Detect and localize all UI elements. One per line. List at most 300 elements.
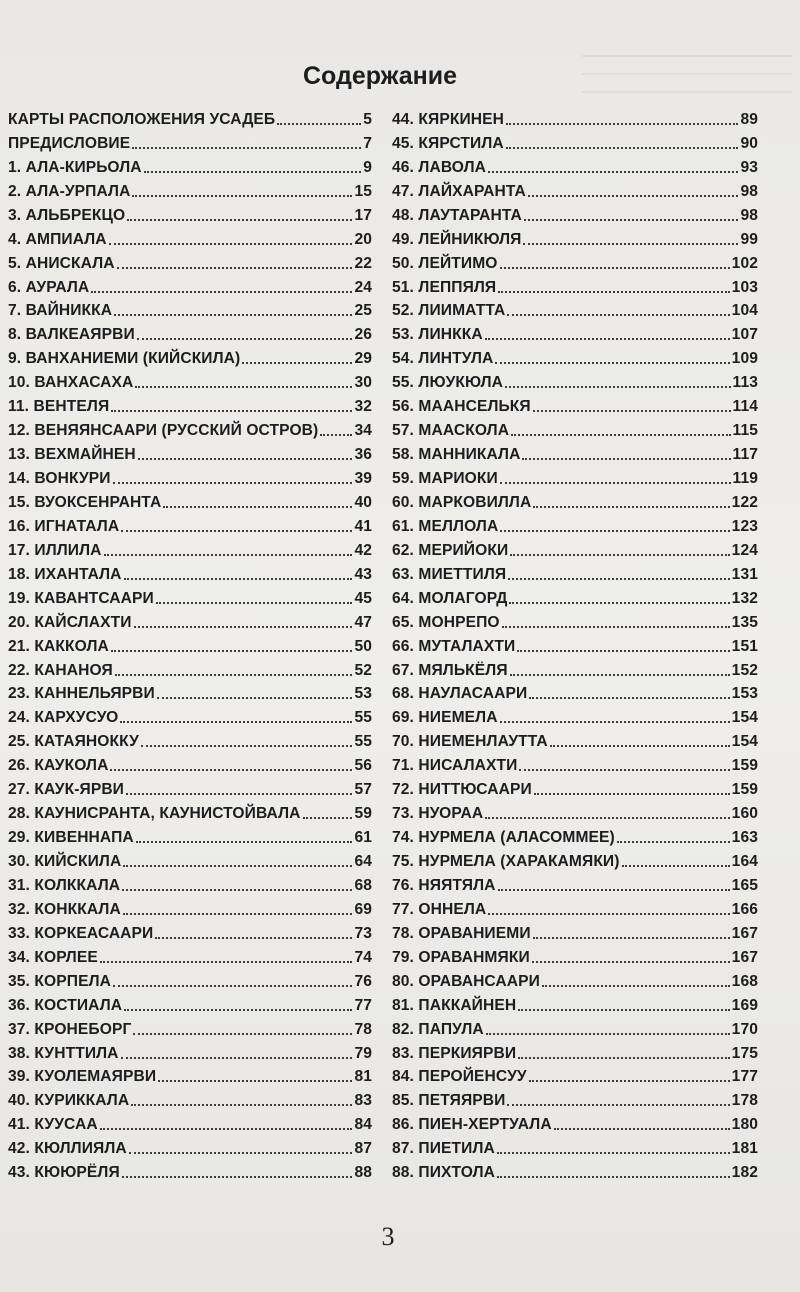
toc-entry-page: 59 bbox=[354, 805, 372, 823]
toc-entry bbox=[8, 273, 372, 297]
dot-leader bbox=[122, 1176, 353, 1178]
toc-entry-title: 1. АЛА-КИРЬОЛА bbox=[8, 158, 142, 176]
toc-entry-page: 102 bbox=[731, 254, 758, 272]
toc-entry-page: 166 bbox=[731, 900, 758, 918]
toc-entry-title: 43. КЮЮРЁЛЯ bbox=[8, 1164, 120, 1182]
dot-leader bbox=[554, 1128, 730, 1130]
toc-entry bbox=[392, 225, 758, 249]
toc-entry-page: 64 bbox=[354, 853, 372, 870]
toc-entry-page: 168 bbox=[731, 972, 758, 990]
toc-entry bbox=[392, 823, 758, 847]
toc-entry bbox=[8, 464, 372, 488]
toc-entry-page: 123 bbox=[731, 517, 758, 535]
dot-leader bbox=[91, 291, 352, 293]
toc-entry bbox=[392, 488, 758, 512]
toc-entry-title: 20. КАЙСЛАХТИ bbox=[8, 613, 132, 631]
toc-entry-title: 13. ВЕХМАЙНЕН bbox=[8, 446, 136, 464]
toc-entry-title: 79. ОРАВАНМЯКИ bbox=[392, 948, 530, 966]
toc-entry-title: 36. КОСТИАЛА bbox=[8, 996, 123, 1014]
toc-entry-title: 72. НИТТЮСААРИ bbox=[392, 781, 532, 799]
dot-leader bbox=[144, 171, 362, 173]
toc-entry bbox=[392, 775, 758, 799]
toc-entry-page: 163 bbox=[731, 829, 758, 847]
toc-entry bbox=[392, 560, 758, 584]
toc-entry bbox=[392, 416, 758, 440]
toc-entry-page: 153 bbox=[731, 685, 758, 703]
dot-leader bbox=[127, 219, 352, 221]
toc-entry-page: 78 bbox=[354, 1020, 372, 1038]
toc-entry bbox=[8, 727, 372, 751]
toc-entry bbox=[8, 249, 372, 273]
toc-entry-title: 29. КИВЕННАПА bbox=[8, 829, 134, 847]
dot-leader bbox=[117, 267, 353, 269]
toc-entry-page: 122 bbox=[731, 493, 758, 511]
toc-entry-title: 40. КУРИККАЛА bbox=[8, 1092, 130, 1110]
toc-entry bbox=[392, 799, 758, 823]
toc-entry bbox=[392, 703, 758, 727]
toc-entry-page: 39 bbox=[354, 470, 372, 487]
dot-leader bbox=[113, 985, 352, 987]
toc-entry-title: 58. МАННИКАЛА bbox=[392, 446, 521, 464]
toc-entry-page: 5 bbox=[363, 110, 372, 128]
toc-entry bbox=[392, 344, 758, 368]
dot-leader bbox=[533, 937, 730, 939]
toc-entry-title: 49. ЛЕЙНИКЮЛЯ bbox=[392, 230, 522, 248]
toc-entry-title: 24. КАРХУСУО bbox=[8, 709, 119, 727]
toc-entry bbox=[392, 368, 758, 392]
toc-entry-title: 16. ИГНАТАЛА bbox=[8, 517, 120, 535]
toc-entry bbox=[392, 895, 758, 919]
toc-entry-title: 11. ВЕНТЕЛЯ bbox=[8, 398, 110, 416]
toc-entry-page: 83 bbox=[354, 1092, 372, 1110]
toc-entry-title: 7. ВАЙНИККА bbox=[8, 302, 113, 320]
toc-entry-page: 98 bbox=[740, 182, 758, 200]
toc-entry-page: 74 bbox=[354, 948, 372, 966]
toc-entry-title: 19. КАВАНТСААРИ bbox=[8, 589, 154, 607]
toc-entry-title: 80. ОРАВАНСААРИ bbox=[392, 972, 540, 990]
toc-entry-page: 57 bbox=[354, 781, 372, 799]
toc-entry bbox=[8, 320, 372, 344]
toc-entry-page: 61 bbox=[354, 829, 372, 847]
toc-entry bbox=[8, 416, 372, 440]
toc-entry-page: 73 bbox=[354, 924, 372, 942]
dot-leader bbox=[138, 458, 353, 460]
toc-entry-page: 79 bbox=[354, 1044, 372, 1062]
toc-entry-page: 114 bbox=[732, 398, 758, 416]
toc-entry-title: 78. ОРАВАНИЕМИ bbox=[392, 924, 531, 942]
dot-leader bbox=[157, 697, 353, 699]
dot-leader bbox=[126, 793, 352, 795]
toc-entry-page: 181 bbox=[731, 1140, 758, 1158]
toc-entry bbox=[392, 584, 758, 608]
dot-leader bbox=[141, 745, 353, 747]
toc-entry-title: 14. ВОНКУРИ bbox=[8, 470, 111, 487]
toc-entry bbox=[8, 536, 372, 560]
dot-leader bbox=[123, 865, 352, 867]
dot-leader bbox=[120, 721, 352, 723]
toc-entry-page: 42 bbox=[354, 541, 372, 559]
toc-entry-title: 35. КОРПЕЛА bbox=[8, 972, 111, 990]
toc-entry-title: 9. ВАНХАНИЕМИ (КИЙСКИЛА) bbox=[8, 350, 241, 368]
toc-entry bbox=[392, 273, 758, 297]
toc-entry-title: 70. НИЕМЕНЛАУТТА bbox=[392, 733, 548, 751]
toc-entry-title: 3. АЛЬБРЕКЦО bbox=[8, 206, 126, 224]
toc-entry-page: 34 bbox=[354, 422, 372, 440]
dot-leader bbox=[110, 769, 352, 771]
toc-entry bbox=[392, 249, 758, 273]
toc-entry-page: 20 bbox=[354, 230, 372, 248]
dot-leader bbox=[121, 530, 352, 532]
dot-leader bbox=[133, 1033, 352, 1035]
dot-leader bbox=[542, 985, 730, 987]
toc-entry-page: 47 bbox=[354, 613, 372, 631]
toc-entry bbox=[8, 871, 372, 895]
toc-entry-page: 55 bbox=[354, 709, 372, 727]
toc-entry-title: 34. КОРЛЕЕ bbox=[8, 948, 98, 966]
dot-leader bbox=[497, 1176, 730, 1178]
toc-entry-title: 85. ПЕТЯЯРВИ bbox=[392, 1092, 506, 1110]
toc-entry-page: 159 bbox=[731, 757, 758, 775]
toc-entry-title: 21. КАККОЛА bbox=[8, 637, 109, 655]
toc-entry bbox=[8, 632, 372, 656]
toc-entry bbox=[8, 991, 372, 1015]
toc-entry-title: 18. ИХАНТАЛА bbox=[8, 565, 122, 583]
toc-entry-title: 62. МЕРИЙОКИ bbox=[392, 541, 509, 559]
toc-entry-page: 93 bbox=[740, 158, 758, 176]
toc-entry-page: 90 bbox=[740, 134, 758, 152]
toc-entry bbox=[8, 967, 372, 991]
toc-entry-title: 81. ПАККАЙНЕН bbox=[392, 996, 517, 1014]
toc-entry-title: 39. КУОЛЕМАЯРВИ bbox=[8, 1068, 157, 1086]
toc-entry-page: 175 bbox=[731, 1044, 758, 1062]
toc-entry bbox=[392, 751, 758, 775]
dot-leader bbox=[488, 171, 738, 173]
dot-leader bbox=[498, 291, 729, 293]
toc-entry-page: 159 bbox=[731, 781, 758, 799]
toc-entry-page: 32 bbox=[354, 398, 372, 416]
dot-leader bbox=[320, 434, 352, 436]
dot-leader bbox=[510, 674, 730, 676]
dot-leader bbox=[617, 841, 730, 843]
toc-entry-title: 73. НУОРАА bbox=[392, 805, 484, 823]
toc-entry-page: 154 bbox=[731, 709, 758, 727]
toc-entry-page: 30 bbox=[354, 374, 372, 392]
toc-entry bbox=[8, 512, 372, 536]
page-number: 3 bbox=[381, 1222, 395, 1251]
toc-entry bbox=[392, 1063, 758, 1087]
dot-leader bbox=[242, 362, 352, 364]
toc-entry-title: 64. МОЛАГОРД bbox=[392, 589, 508, 607]
toc-entry-page: 15 bbox=[354, 182, 372, 200]
toc-entry-page: 24 bbox=[354, 278, 372, 296]
dot-leader bbox=[534, 793, 730, 795]
dot-leader bbox=[485, 817, 729, 819]
toc-entry-page: 52 bbox=[354, 661, 372, 679]
toc-entry bbox=[8, 823, 372, 847]
dot-leader bbox=[498, 889, 730, 891]
toc-entry-title: 67. МЯЛЬКЁЛЯ bbox=[392, 661, 508, 679]
dot-leader bbox=[533, 506, 729, 508]
toc-entry bbox=[8, 153, 372, 177]
toc-entry-page: 177 bbox=[731, 1068, 758, 1086]
dot-leader bbox=[529, 1080, 730, 1082]
toc-entry-title: 71. НИСАЛАХТИ bbox=[392, 757, 518, 775]
dot-leader bbox=[277, 123, 361, 125]
toc-entry-title: 76. НЯЯТЯЛА bbox=[392, 876, 496, 894]
toc-entry-title: 74. НУРМЕЛА (АЛАСОММЕЕ) bbox=[392, 829, 615, 847]
dot-leader bbox=[497, 1152, 730, 1154]
toc-entry-title: 87. ПИЕТИЛА bbox=[392, 1140, 495, 1158]
dot-leader bbox=[500, 482, 731, 484]
dot-leader bbox=[132, 195, 352, 197]
dot-leader bbox=[114, 314, 352, 316]
toc-entry-page: 53 bbox=[354, 685, 372, 703]
dot-leader bbox=[129, 1152, 353, 1154]
toc-entry-title: 28. КАУНИСРАНТА, КАУНИСТОЙВАЛА bbox=[8, 805, 301, 823]
toc-entry-page: 26 bbox=[354, 326, 372, 344]
toc-entry-page: 84 bbox=[354, 1116, 372, 1134]
dot-leader bbox=[485, 338, 730, 340]
toc-entry-page: 9 bbox=[363, 158, 372, 176]
toc-entry-title: 84. ПЕРОЙЕНСУУ bbox=[392, 1068, 527, 1086]
dot-leader bbox=[132, 147, 361, 149]
toc-entry bbox=[8, 919, 372, 943]
dot-leader bbox=[506, 147, 739, 149]
toc-entry-title: 12. ВЕНЯЯНСААРИ (РУССКИЙ ОСТРОВ) bbox=[8, 422, 319, 440]
toc-entry bbox=[392, 105, 758, 129]
toc-entry bbox=[8, 392, 372, 416]
dot-leader bbox=[135, 386, 352, 388]
toc-entry-title: 23. КАННЕЛЬЯРВИ bbox=[8, 685, 155, 703]
toc-entry-title: 46. ЛАВОЛА bbox=[392, 158, 487, 176]
dot-leader bbox=[124, 578, 353, 580]
toc-entry-title: 27. КАУК-ЯРВИ bbox=[8, 781, 124, 799]
toc-entry-page: 41 bbox=[354, 517, 372, 535]
toc-entry-page: 164 bbox=[731, 853, 758, 870]
dot-leader bbox=[500, 267, 730, 269]
dot-leader bbox=[100, 961, 353, 963]
dot-leader bbox=[532, 961, 730, 963]
toc-entry bbox=[392, 440, 758, 464]
toc-entry-page: 151 bbox=[731, 637, 758, 655]
dot-leader bbox=[550, 745, 730, 747]
toc-entry-page: 117 bbox=[732, 446, 758, 464]
toc-entry bbox=[392, 727, 758, 751]
toc-entry-title: 4. АМПИАЛА bbox=[8, 230, 107, 248]
toc-entry bbox=[392, 201, 758, 225]
toc-entry bbox=[392, 392, 758, 416]
dot-leader bbox=[518, 1057, 730, 1059]
toc-entry bbox=[8, 1134, 372, 1158]
toc-entry-page: 45 bbox=[354, 589, 372, 607]
dot-leader bbox=[505, 386, 730, 388]
toc-entry-title: 75. НУРМЕЛА (ХАРАКАМЯКИ) bbox=[392, 853, 620, 870]
toc-entry-page: 115 bbox=[732, 422, 758, 440]
dot-leader bbox=[529, 697, 729, 699]
toc-entry-page: 99 bbox=[740, 230, 758, 248]
dot-leader bbox=[104, 554, 353, 556]
toc-left-column bbox=[8, 105, 372, 1182]
toc-entry bbox=[392, 153, 758, 177]
toc-entry-title: 31. КОЛККАЛА bbox=[8, 876, 121, 894]
toc-entry-title: 68. НАУЛАСААРИ bbox=[392, 685, 528, 703]
toc-entry bbox=[392, 177, 758, 201]
dot-leader bbox=[121, 1057, 353, 1059]
toc-entry bbox=[8, 105, 372, 129]
toc-entry-page: 107 bbox=[731, 326, 758, 344]
toc-entry-page: 76 bbox=[354, 972, 372, 990]
toc-entry bbox=[8, 297, 372, 321]
dot-leader bbox=[134, 626, 353, 628]
toc-entry-title: 2. АЛА-УРПАЛА bbox=[8, 182, 131, 200]
dot-leader bbox=[488, 913, 729, 915]
toc-entry bbox=[8, 1158, 372, 1182]
toc-entry-page: 69 bbox=[354, 900, 372, 918]
dot-leader bbox=[533, 410, 731, 412]
toc-entry-page: 103 bbox=[731, 278, 758, 296]
toc-entry bbox=[392, 871, 758, 895]
toc-entry-page: 81 bbox=[354, 1068, 372, 1086]
toc-entry bbox=[8, 608, 372, 632]
dot-leader bbox=[528, 195, 739, 197]
toc-entry-page: 169 bbox=[731, 996, 758, 1014]
toc-entry-page: 154 bbox=[731, 733, 758, 751]
toc-entry-title: 52. ЛИИМАТТА bbox=[392, 302, 506, 320]
toc-entry bbox=[392, 680, 758, 704]
dot-leader bbox=[506, 123, 738, 125]
toc-entry-page: 119 bbox=[732, 470, 758, 487]
toc-entry-title: 17. ИЛЛИЛА bbox=[8, 541, 102, 559]
toc-entry-page: 17 bbox=[354, 206, 372, 224]
dot-leader bbox=[486, 1033, 730, 1035]
toc-entry-title: 54. ЛИНТУЛА bbox=[392, 350, 494, 368]
dot-leader bbox=[115, 674, 353, 676]
page-title: Содержание bbox=[302, 62, 458, 90]
toc-entry-title: 51. ЛЕППЯЛЯ bbox=[392, 278, 497, 296]
toc-entry-page: 29 bbox=[354, 350, 372, 368]
toc-entry-title: 30. КИЙСКИЛА bbox=[8, 853, 122, 870]
toc-entry-title: 61. МЕЛЛОЛА bbox=[392, 517, 499, 535]
dot-leader bbox=[163, 506, 352, 508]
toc-entry-page: 40 bbox=[354, 493, 372, 511]
toc-entry bbox=[8, 775, 372, 799]
toc-entry bbox=[392, 608, 758, 632]
toc-entry-page: 7 bbox=[363, 134, 372, 152]
toc-entry bbox=[8, 895, 372, 919]
toc-entry bbox=[8, 488, 372, 512]
toc-entry bbox=[392, 1110, 758, 1134]
toc-entry-page: 113 bbox=[732, 374, 758, 392]
toc-entry-title: 57. МААСКОЛА bbox=[392, 422, 510, 440]
toc-entry bbox=[392, 464, 758, 488]
dot-leader bbox=[109, 243, 353, 245]
toc-entry bbox=[392, 967, 758, 991]
toc-entry-page: 135 bbox=[731, 613, 758, 631]
toc-entry-page: 132 bbox=[731, 589, 758, 607]
dot-leader bbox=[500, 721, 730, 723]
toc-entry-title: 42. КЮЛЛИЯЛА bbox=[8, 1140, 127, 1158]
toc-entry-title: 48. ЛАУТАРАНТА bbox=[392, 206, 522, 224]
toc-entry-page: 170 bbox=[731, 1020, 758, 1038]
dot-leader bbox=[518, 1009, 729, 1011]
toc-entry bbox=[8, 344, 372, 368]
toc-entry-title: 59. МАРИОКИ bbox=[392, 470, 498, 487]
dot-leader bbox=[158, 1080, 352, 1082]
toc-entry-title: 83. ПЕРКИЯРВИ bbox=[392, 1044, 517, 1062]
dot-leader bbox=[511, 434, 730, 436]
toc-entry-title: 37. КРОНЕБОРГ bbox=[8, 1020, 132, 1038]
toc-entry-title: 50. ЛЕЙТИМО bbox=[392, 254, 498, 272]
toc-entry bbox=[392, 919, 758, 943]
dot-leader bbox=[507, 314, 729, 316]
toc-entry bbox=[8, 751, 372, 775]
toc-entry-page: 87 bbox=[354, 1140, 372, 1158]
toc-entry-page: 68 bbox=[354, 876, 372, 894]
dot-leader bbox=[136, 841, 353, 843]
dot-leader bbox=[500, 530, 729, 532]
dot-leader bbox=[124, 1009, 352, 1011]
dot-leader bbox=[519, 769, 729, 771]
toc-entry bbox=[392, 1086, 758, 1110]
toc-entry-page: 43 bbox=[354, 565, 372, 583]
toc-entry bbox=[8, 1086, 372, 1110]
toc-entry-title: 33. КОРКЕАСААРИ bbox=[8, 924, 154, 942]
toc-entry-title: 66. МУТАЛАХТИ bbox=[392, 637, 516, 655]
toc-entry-title: 53. ЛИНККА bbox=[392, 326, 483, 344]
toc-entry-page: 182 bbox=[731, 1164, 758, 1182]
dot-leader bbox=[509, 602, 729, 604]
toc-entry bbox=[392, 129, 758, 153]
toc-entry-title: 22. КАНАНОЯ bbox=[8, 661, 113, 679]
dot-leader bbox=[123, 913, 353, 915]
toc-entry bbox=[8, 1063, 372, 1087]
toc-entry-title: 47. ЛАЙХАРАНТА bbox=[392, 182, 526, 200]
dot-leader bbox=[510, 554, 729, 556]
toc-entry-page: 55 bbox=[354, 733, 372, 751]
toc-entry-title: 45. КЯРСТИЛА bbox=[392, 134, 504, 152]
dot-leader bbox=[100, 1128, 353, 1130]
toc-entry-page: 25 bbox=[354, 302, 372, 320]
toc-entry bbox=[8, 1039, 372, 1063]
toc-entry-title: 38. КУНТТИЛА bbox=[8, 1044, 119, 1062]
toc-entry-title: 41. КУУСАА bbox=[8, 1116, 98, 1134]
toc-entry-page: 36 bbox=[354, 446, 372, 464]
toc-entry bbox=[8, 440, 372, 464]
toc-entry-page: 167 bbox=[731, 948, 758, 966]
toc-entry bbox=[392, 943, 758, 967]
toc-entry bbox=[392, 512, 758, 536]
toc-entry-title: 25. КАТАЯНОККУ bbox=[8, 733, 139, 751]
dot-leader bbox=[137, 338, 353, 340]
toc-entry-title: ПРЕДИСЛОВИЕ bbox=[8, 134, 131, 152]
toc-entry bbox=[8, 225, 372, 249]
dot-leader bbox=[508, 578, 729, 580]
toc-entry-page: 152 bbox=[731, 661, 758, 679]
toc-entry-title: 8. ВАЛКЕАЯРВИ bbox=[8, 326, 135, 344]
toc-entry bbox=[392, 1039, 758, 1063]
dot-leader bbox=[502, 626, 730, 628]
toc-entry-title: 63. МИЕТТИЛЯ bbox=[392, 565, 507, 583]
toc-entry bbox=[8, 1110, 372, 1134]
toc-entry bbox=[8, 943, 372, 967]
toc-entry bbox=[8, 560, 372, 584]
toc-entry-title: КАРТЫ РАСПОЛОЖЕНИЯ УСАДЕБ bbox=[8, 110, 276, 128]
toc-entry-title: 44. КЯРКИНЕН bbox=[392, 110, 504, 128]
dot-leader bbox=[122, 889, 352, 891]
toc-entry bbox=[8, 584, 372, 608]
toc-entry-page: 89 bbox=[740, 110, 758, 128]
toc-entry-title: 69. НИЕМЕЛА bbox=[392, 709, 498, 727]
